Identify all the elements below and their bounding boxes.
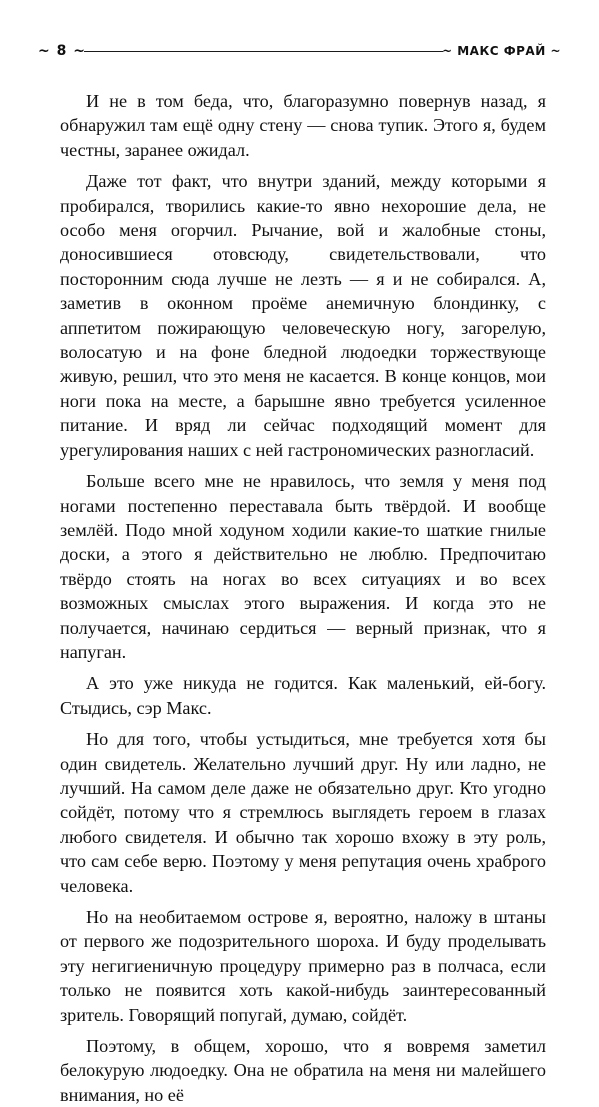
page-number: ~ 8 ~	[38, 43, 86, 59]
book-text	[60, 89, 546, 1107]
paragraph: Но на необитаемом острове я, вероятно, наложу в штаны от первого же подозрительного шороха. И буду проделывать эту негигиеничную процедуру примерно раз в полчаса, если только не появится хоть какой-нибудь заинтересованный зритель. Говорящий попугай, думаю, сойдёт.	[60, 907, 546, 1025]
paragraph: Больше всего мне не нравилось, что земля у меня под ногами постепенно переставала быть твёрдой. И вообще землёй. Подо мной ходуном ходили какие-то шаткие гнилые доски, а этого я действительно не люблю. Предпочитаю твёрдо стоять на ногах во всех ситуациях и во всех возможных смыслах этого выражения. И когда это не получается, начинаю сердиться — верный признак, что я напуган.	[60, 471, 546, 662]
paragraph: И не в том беда, что, благоразумно повернув назад, я обнаружил там ещё одну стену — снова тупик. Этого я, будем честны, заранее ожидал.	[60, 91, 546, 160]
running-head-author: ~ МАКС ФРАЙ ~	[441, 44, 561, 58]
page-header	[38, 42, 561, 62]
paragraph: Но для того, чтобы устыдиться, мне требуется хотя бы один свидетель. Желательно лучший друг. Ну или ладно, не лучший. На самом деле даже не обязательно друг. Кто угодно сойдёт, потому что я стремлюсь выглядеть героем в глазах любого свидетеля. И обычно так хорошо вхожу в эту роль, что сам себе верю. Поэтому у меня репутация очень храброго человека.	[60, 729, 546, 896]
paragraph: А это уже никуда не годится. Как маленький, ей-богу. Стыдись, сэр Макс.	[60, 673, 546, 718]
header-rule	[84, 51, 443, 52]
paragraph: Поэтому, в общем, хорошо, что я вовремя заметил белокурую людоедку. Она не обратила на меня ни малейшего внимания, но её	[60, 1036, 546, 1105]
paragraph: Даже тот факт, что внутри зданий, между которыми я пробирался, творились какие-то явно нехорошие дела, не особо меня огорчил. Рычание, вой и жалобные стоны, доносившиеся отовсюду, свидетельствовали, что посторонним сюда лучше не лезть — я и не собирался. А, заметив в оконном проёме анемичную блондинку, с аппетитом пожирающую человеческую ногу, загорелую, волосатую и на фоне бледной людоедки торжествующе живую, решил, что это меня не касается. В конце концов, мои ноги пока на месте, а барышне явно требуется усиленное питание. И вряд ли сейчас подходящий момент для урегулирования наших с ней гастрономических разногласий.	[60, 171, 546, 460]
